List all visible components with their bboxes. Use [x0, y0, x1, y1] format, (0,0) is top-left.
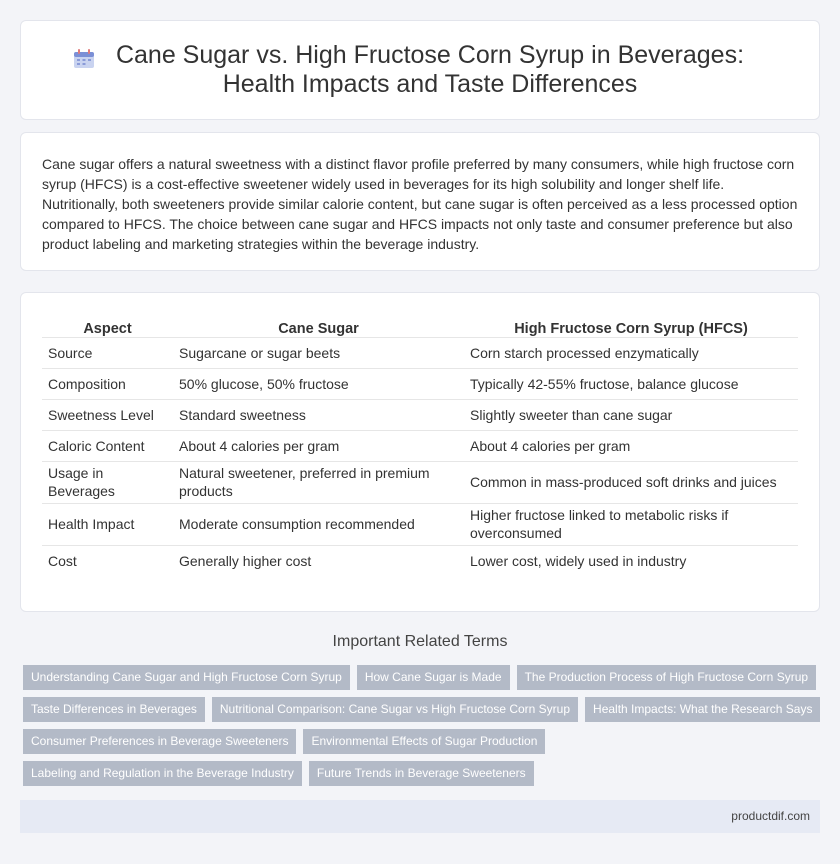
row-cane-sugar: Moderate consumption recommended [173, 503, 464, 545]
row-aspect: Cost [48, 552, 77, 569]
table-row [42, 368, 798, 399]
row-hfcs: About 4 calories per gram [464, 430, 798, 461]
row-aspect: Usage in Beverages [42, 461, 173, 503]
row-cane-sugar: Generally higher cost [179, 552, 312, 569]
intro-paragraph: Cane sugar offers a natural sweetness with a distinct flavor profile preferred by many consumers, while high fructose corn syrup (HFCS) is a cost-effective sweetener widely used in beverages for its high solubility and longer shelf life. Nutritionally, both sweeteners provide similar calorie content, but cane sugar is often perceived as a less processed option compared to HFCS. The choice between cane sugar and HFCS impacts not only taste and consumer preference but also product labeling and marketing strategies within the beverage industry. [42, 156, 798, 252]
row-aspect: Sweetness Level [42, 399, 173, 430]
intro-card [20, 132, 820, 271]
row-cane-sugar: About 4 calories per gram [173, 430, 464, 461]
header-cane-sugar: Cane Sugar [173, 316, 464, 337]
related-term-link[interactable]: How Cane Sugar is Made [357, 665, 510, 690]
comparison-card [20, 292, 820, 612]
related-term-link[interactable]: Health Impacts: What the Research Says [585, 697, 820, 722]
row-cane-sugar: Standard sweetness [173, 399, 464, 430]
comparison-table [42, 316, 798, 576]
table-row [42, 545, 798, 576]
tag-row [23, 729, 823, 755]
related-terms-title: Important Related Terms [332, 633, 508, 650]
table-row [42, 337, 798, 368]
header-aspect: Aspect [42, 316, 173, 337]
related-term-link[interactable]: Consumer Preferences in Beverage Sweeteners [23, 729, 296, 754]
table-row [42, 503, 798, 545]
related-term-link[interactable]: Nutritional Comparison: Cane Sugar vs High Fructose Corn Syrup [212, 697, 578, 722]
tag-row [23, 761, 823, 787]
row-hfcs: Higher fructose linked to metabolic risks if overconsumed [464, 503, 798, 545]
related-terms-list [23, 665, 823, 793]
row-aspect: Source [42, 337, 173, 368]
row-aspect: Composition [42, 368, 173, 399]
related-term-link[interactable]: Future Trends in Beverage Sweeteners [309, 761, 534, 786]
table-header-row [42, 316, 798, 337]
header-hfcs: High Fructose Corn Syrup (HFCS) [464, 316, 798, 337]
related-term-link[interactable]: The Production Process of High Fructose Corn Syrup [517, 665, 816, 690]
row-hfcs: Slightly sweeter than cane sugar [464, 399, 798, 430]
related-term-link[interactable]: Labeling and Regulation in the Beverage Industry [23, 761, 302, 786]
tag-row [23, 665, 823, 691]
tag-row [23, 697, 823, 723]
row-cane-sugar: Sugarcane or sugar beets [173, 337, 464, 368]
related-term-link[interactable]: Taste Differences in Beverages [23, 697, 205, 722]
page-title: Cane Sugar vs. High Fructose Corn Syrup in Beverages: Health Impacts and Taste Differences [115, 41, 745, 98]
footer-site-link[interactable]: productdif.com [731, 809, 810, 823]
header-card [20, 20, 820, 120]
row-aspect: Health Impact [42, 503, 173, 545]
row-hfcs: Lower cost, widely used in industry [470, 552, 687, 569]
row-hfcs: Common in mass-produced soft drinks and juices [464, 461, 798, 503]
related-term-link[interactable]: Environmental Effects of Sugar Production [303, 729, 545, 754]
related-term-link[interactable]: Understanding Cane Sugar and High Fructose Corn Syrup [23, 665, 350, 690]
table-row [42, 430, 798, 461]
row-hfcs: Corn starch processed enzymatically [464, 337, 798, 368]
row-aspect: Caloric Content [42, 430, 173, 461]
footer [20, 800, 820, 833]
row-cane-sugar: Natural sweetener, preferred in premium products [173, 461, 464, 503]
table-row [42, 461, 798, 503]
row-cane-sugar: 50% glucose, 50% fructose [173, 368, 464, 399]
row-hfcs: Typically 42-55% fructose, balance glucose [464, 368, 798, 399]
table-row [42, 399, 798, 430]
